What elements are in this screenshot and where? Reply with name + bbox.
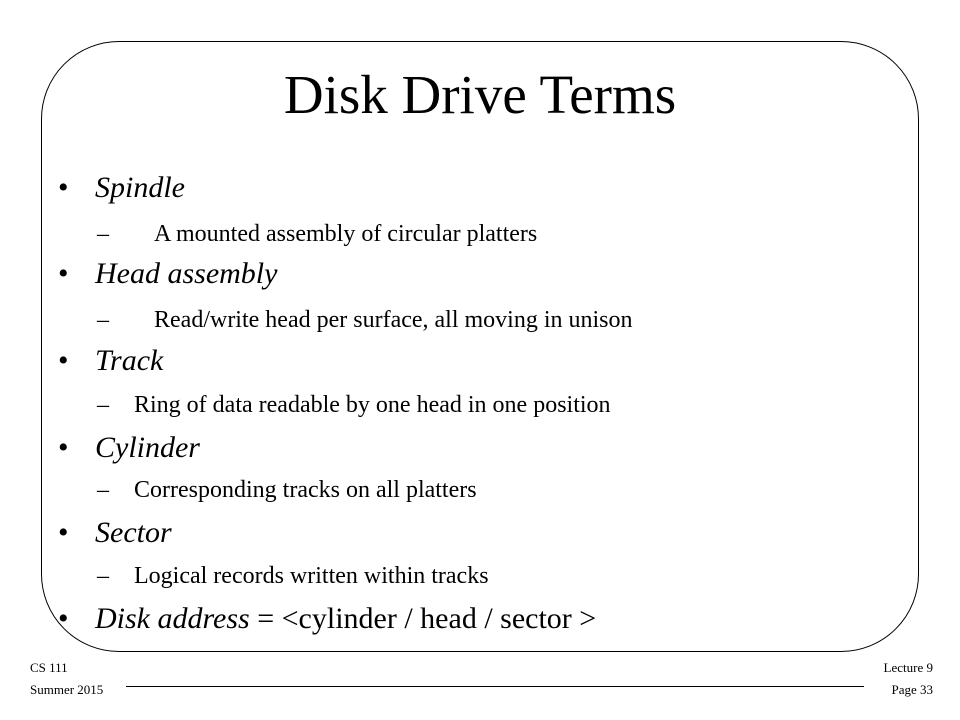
bullet-head-assembly bbox=[58, 256, 277, 292]
sub-bullet-text: Corresponding tracks on all platters bbox=[134, 477, 477, 503]
bullet-track bbox=[58, 343, 163, 379]
sub-bullet-text: Read/write head per surface, all moving in unison bbox=[154, 307, 633, 333]
bullet-icon: • bbox=[58, 431, 69, 464]
sub-bullet-sector bbox=[97, 561, 489, 591]
footer-page: Page 33 bbox=[891, 682, 933, 697]
dash-icon: – bbox=[97, 221, 109, 247]
bullet-sector bbox=[58, 515, 172, 551]
slide-title: Disk Drive Terms bbox=[283, 64, 677, 125]
bullet-icon: • bbox=[58, 602, 69, 635]
bullet-icon: • bbox=[58, 171, 69, 204]
bullet-disk-address bbox=[58, 601, 596, 637]
bullet-icon: • bbox=[58, 344, 69, 377]
sub-bullet-text: A mounted assembly of circular platters bbox=[154, 221, 538, 247]
sub-bullet-text: Ring of data readable by one head in one position bbox=[134, 392, 611, 418]
bullet-cylinder bbox=[58, 430, 200, 466]
sub-bullet-track bbox=[97, 390, 611, 420]
sub-bullet-text: Logical records written within tracks bbox=[134, 563, 489, 589]
footer-rule bbox=[126, 686, 864, 687]
bullet-term: Disk address bbox=[95, 602, 250, 635]
footer-course: CS 111 bbox=[30, 660, 68, 675]
bullet-spindle bbox=[58, 170, 185, 206]
footer-lecture: Lecture 9 bbox=[883, 660, 933, 675]
sub-bullet-cylinder bbox=[97, 475, 477, 505]
bullet-term: Sector bbox=[95, 516, 172, 549]
dash-icon: – bbox=[97, 563, 109, 589]
bullet-term: Head assembly bbox=[95, 257, 278, 290]
bullet-term: Cylinder bbox=[95, 431, 200, 464]
sub-bullet-head-assembly bbox=[97, 305, 633, 335]
bullet-icon: • bbox=[58, 257, 69, 290]
sub-bullet-spindle bbox=[97, 219, 537, 249]
disk-address-format: <cylinder / head / sector > bbox=[281, 602, 597, 635]
bullet-icon: • bbox=[58, 516, 69, 549]
bullet-term: Spindle bbox=[95, 171, 185, 204]
bullet-term: Track bbox=[95, 344, 164, 377]
footer-term: Summer 2015 bbox=[30, 682, 104, 697]
dash-icon: – bbox=[97, 392, 109, 418]
dash-icon: – bbox=[97, 477, 109, 503]
dash-icon: – bbox=[97, 307, 109, 333]
equals-sign: = bbox=[249, 602, 282, 635]
